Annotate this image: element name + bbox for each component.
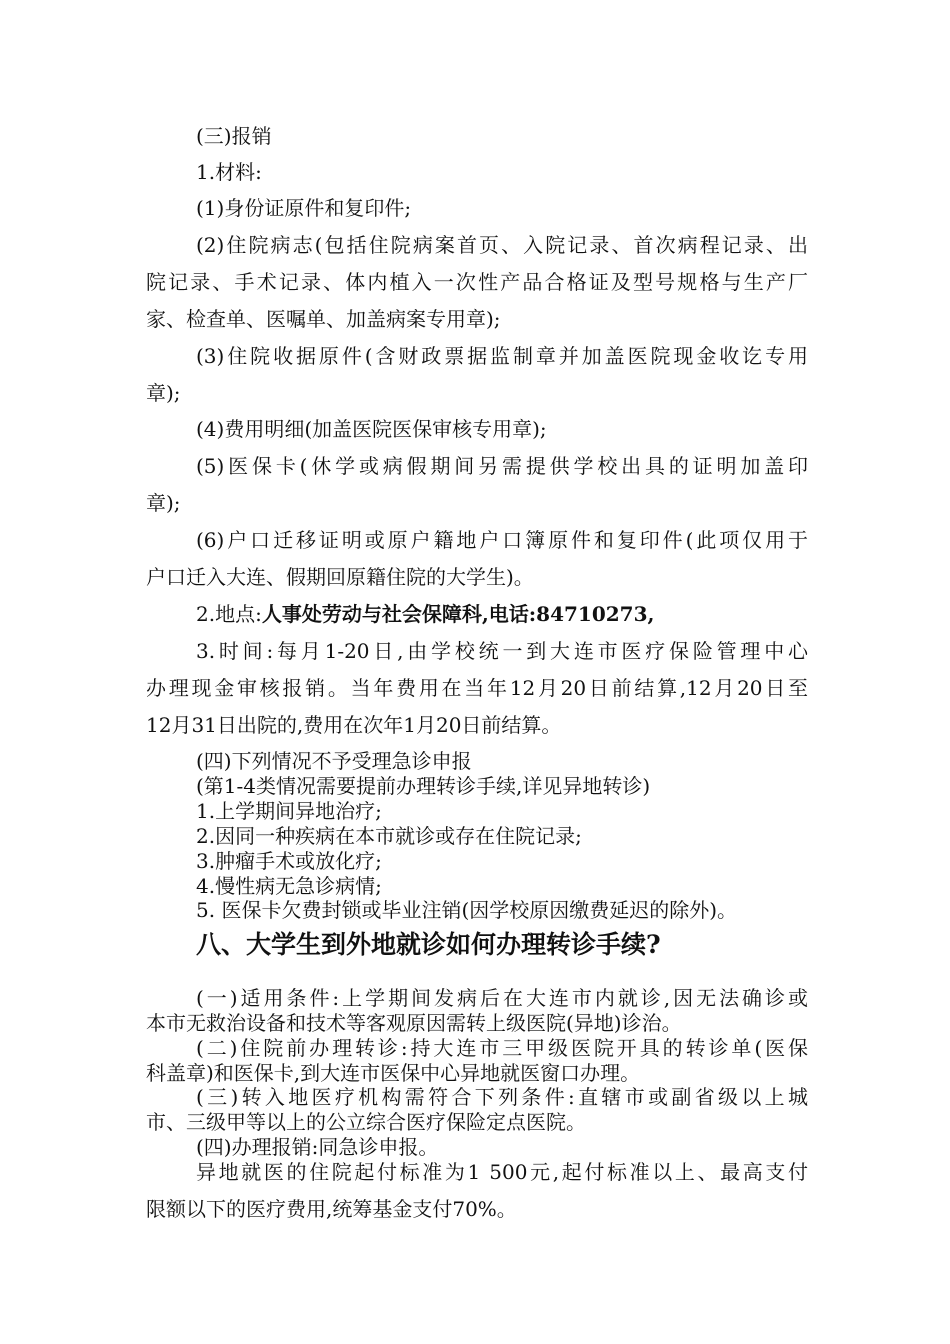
pre-admission-line2: 科盖章)和医保卡,到大连市医保中心异地就医窗口办理。 [146,1061,641,1085]
destination-hospital-line2: 市、三级甲等以上的公立综合医疗保险定点医院。 [146,1110,586,1134]
time-line1: 3.时间:每月1-20日,由学校统一到大连市医疗保险管理中心 [196,639,808,663]
item-2-line1: (2)住院病志(包括住院病案首页、入院记录、首次病程记录、出 [196,233,808,257]
reimbursement-process: (四)办理报销:同急诊申报。 [196,1135,439,1159]
item-2-line3: 家、检查单、医嘱单、加盖病案专用章); [146,307,501,331]
transfer-conditions-line2: 本市无救治设备和技术等客观原因需转上级医院(异地)诊治。 [146,1011,682,1035]
deductible-line2: 限额以下的医疗费用,统筹基金支付70%。 [146,1197,517,1221]
not-accepted-item-1: 1.上学期间异地治疗; [196,799,382,823]
item-3-line1: (3)住院收据原件(含财政票据监制章并加盖医院现金收讫专用 [196,344,808,368]
not-accepted-item-3: 3.肿瘤手术或放化疗; [196,849,382,873]
not-accepted-note: (第1-4类情况需要提前办理转诊手续,详见异地转诊) [196,774,651,798]
item-1: (1)身份证原件和复印件; [196,196,412,220]
item-6-line2: 户口迁入大连、假期回原籍住院的大学生)。 [146,565,534,589]
not-accepted-item-5: 5. 医保卡欠费封锁或毕业注销(因学校原因缴费延迟的除外)。 [196,898,738,922]
item-5-line1: (5)医保卡(休学或病假期间另需提供学校出具的证明加盖印 [196,454,808,478]
item-5-line2: 章); [146,491,181,515]
item-3-line2: 章); [146,381,181,405]
item-4: (4)费用明细(加盖医院医保审核专用章); [196,417,547,441]
item-2-line2: 院记录、手术记录、体内植入一次性产品合格证及型号规格与生产厂 [146,270,808,294]
transfer-conditions-line1: (一)适用条件:上学期间发病后在大连市内就诊,因无法确诊或 [196,986,808,1010]
section-heading-not-accepted: (四)下列情况不予受理急诊申报 [196,749,472,773]
location-prefix: 2.地点: [196,602,262,626]
chapter-heading-8: 八、大学生到外地就诊如何办理转诊手续? [196,930,661,959]
item-materials: 1.材料: [196,160,262,184]
item-6-line1: (6)户口迁移证明或原户籍地户口簿原件和复印件(此项仅用于 [196,528,808,552]
section-heading-reimbursement: (三)报销 [196,124,272,148]
time-line2: 办理现金审核报销。当年费用在当年12月20日前结算,12月20日至 [146,676,808,700]
location-label [196,602,654,626]
deductible-line1: 异地就医的住院起付标准为1 500元,起付标准以上、最高支付 [196,1160,808,1184]
location-contact: 人事处劳动与社会保障科,电话:84710273, [261,602,655,626]
destination-hospital-line1: (三)转入地医疗机构需符合下列条件:直辖市或副省级以上城 [196,1085,808,1109]
not-accepted-item-4: 4.慢性病无急诊病情; [196,874,382,898]
pre-admission-line1: (二)住院前办理转诊:持大连市三甲级医院开具的转诊单(医保 [196,1036,808,1060]
time-line3: 12月31日出院的,费用在次年1月20日前结算。 [146,713,562,737]
not-accepted-item-2: 2.因同一种疾病在本市就诊或存在住院记录; [196,824,582,848]
